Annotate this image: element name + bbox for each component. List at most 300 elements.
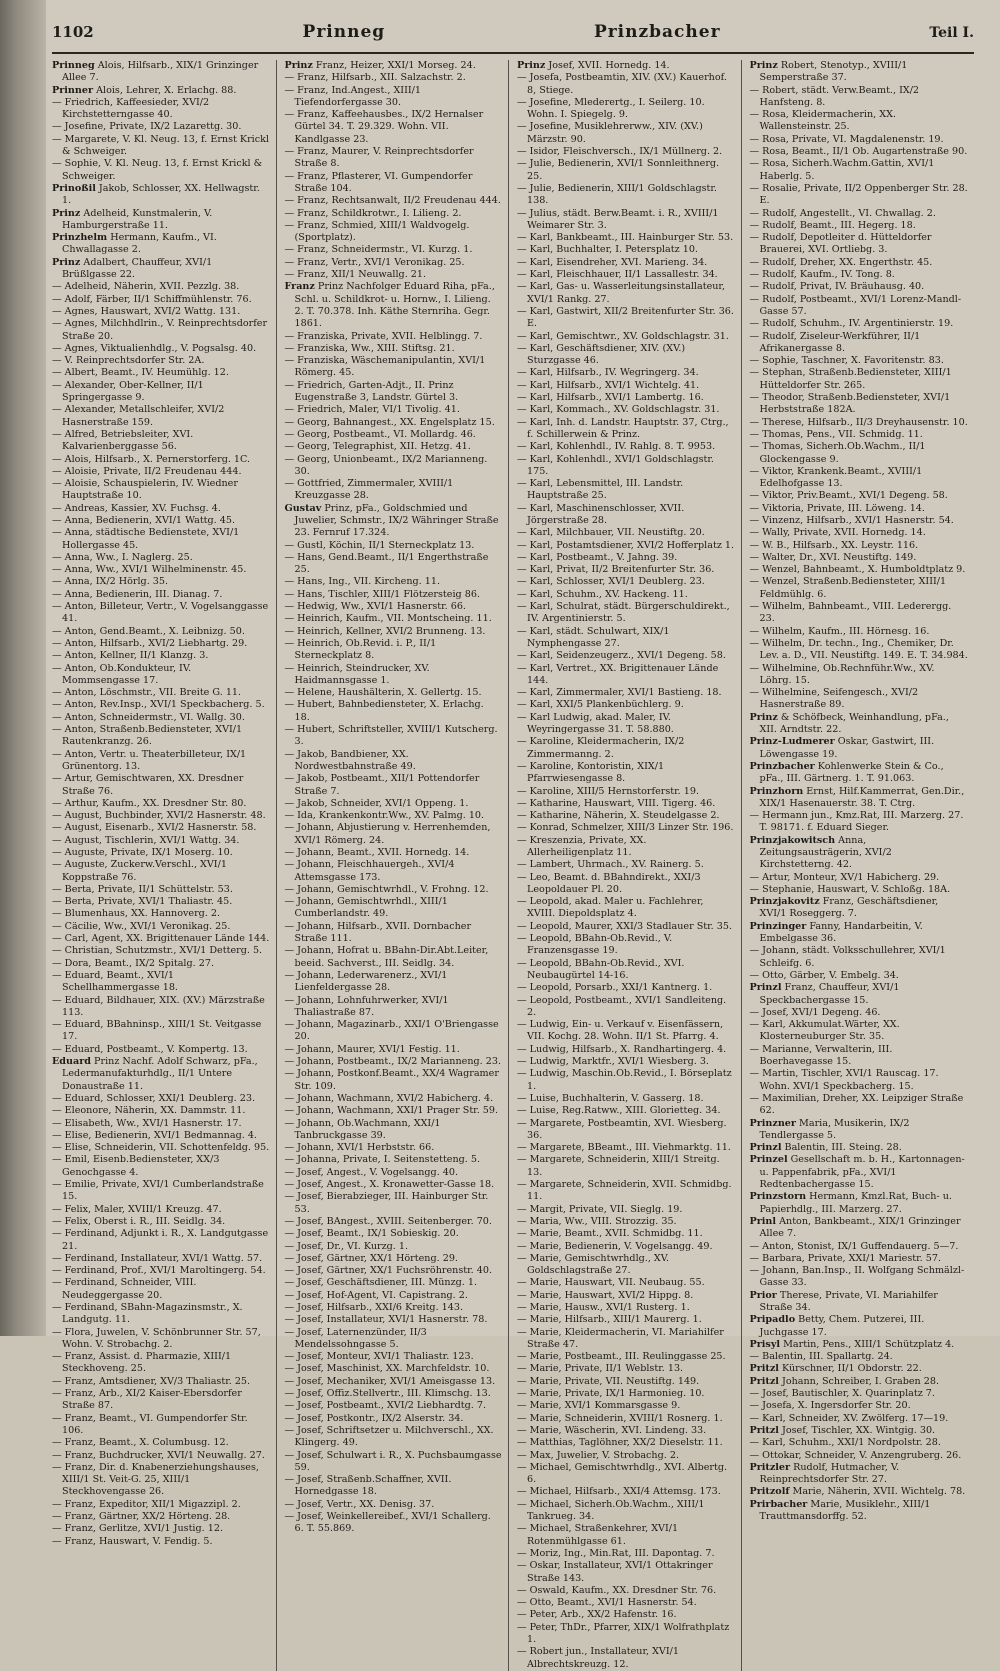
directory-entry: — Sophie, V. Kl. Neug. 13, f. Ernst Krickl & Schweiger. [52, 158, 263, 182]
directory-entry: Prinzhorn Ernst, Hilf.Kammerrat, Gen.Dir., XIX/1 Hasenauerstr. 38. T. Ctrg. [749, 785, 965, 809]
directory-entry: — Ferdinand, Schneider, VIII. Neudeggergasse 20. [52, 1277, 197, 1301]
directory-entry: — Cäcilie, Ww., XVI/1 Veronikag. 25. [52, 920, 231, 932]
directory-entry: — Josef, Mechaniker, XVI/1 Ameisgasse 13. [284, 1375, 496, 1387]
directory-entry: — Adelheid, Näherin, XVII. Pezzlg. 38. [52, 281, 240, 293]
directory-entry: — Marie, Hausw., XVI/1 Rusterg. 1. [517, 1301, 690, 1313]
directory-entry: Pritzl Kürschner, II/1 Obdorstr. 22. [749, 1363, 922, 1375]
directory-entry: — Karoline, Kleidermacherin, IX/2 Zimmermanng. 2. [517, 736, 685, 760]
directory-entry: — Karl, Milchbauer, VII. Neustiftg. 20. [517, 527, 705, 539]
directory-entry: — Karl, Hilfsarb., XVI/1 Lambertg. 16. [517, 392, 704, 404]
directory-entry: — Marie, Private, II/1 Weblstr. 13. [517, 1363, 684, 1375]
directory-entry: — Karl, Schuhm., XV. Hackeng. 11. [517, 588, 688, 600]
directory-entry: — Hubert, Bahnbediensteter, X. Erlachg. 18. [284, 699, 484, 723]
directory-entry: Prinzstorn Hermann, Kmzl.Rat, Buch- u. Papierhdlg., III. Marzerg. 27. [749, 1191, 952, 1215]
directory-entry: — Josef, Weinkellereibef., XVI/1 Schallerg. 6. T. 55.869. [284, 1511, 491, 1535]
directory-entry: Prinzel Gesellschaft m. b. H., Kartonnagen- u. Pappenfabrik, pFa., XVI/1 Redtenbachergasse 15. [749, 1154, 965, 1191]
directory-entry: — Ludwig, Ein- u. Verkauf v. Eisenfässern, VII. Kochg. 28. Wohn. II/1 St. Pfarrg. 4. [517, 1019, 724, 1043]
directory-entry: — Katharine, Hauswart, VIII. Tigerg. 46. [517, 797, 716, 809]
directory-entry: — Georg, Unionbeamt., IX/2 Marianneng. 30. [284, 453, 488, 477]
directory-entry: — Heinrich, Kellner, XVI/2 Brunneng. 13. [284, 625, 486, 637]
directory-entry: Prinzjakowitsch Anna, Zeitungsausträgerin, XVI/2 Kirchstetterng. 42. [749, 834, 892, 871]
directory-entry: — Rudolf, Kaufm., IV. Tong. 8. [749, 269, 895, 281]
page-header [52, 22, 974, 54]
directory-entry: — Marie, Postbeamt., III. Reulinggasse 25. [517, 1351, 726, 1363]
directory-entry: — Margarete, Schneiderin, XVII. Schmidbg. 11. [517, 1179, 732, 1203]
directory-entry: — Ida, Krankenkontr.Ww., XV. Palmg. 10. [284, 810, 485, 822]
directory-entry: — Anna, Ww., I. Naglerg. 25. [52, 551, 193, 563]
directory-entry: — Josef, BAngest., XVIII. Seitenberger. 70. [284, 1215, 492, 1227]
directory-entry: — Albert, Beamt., IV. Heumühlg. 12. [52, 367, 229, 379]
directory-entry: — Franziska, Private, XVII. Helblingg. 7. [284, 330, 483, 342]
directory-entry: Eduard Prinz Nachf. Adolf Schwarz, pFa., Ledermanufakturhdlg., II/1 Untere Donaustraße 11. [52, 1056, 258, 1092]
directory-entry: — Marie, Hilfsarb., XIII/1 Maurerg. 1. [517, 1314, 702, 1326]
directory-entry: — Johann, Beamt., XVII. Hornedg. 14. [284, 847, 470, 858]
directory-entry: — Berta, Private, II/1 Schüttelstr. 53. [52, 883, 233, 895]
directory-entry: — Franz, Arb., XI/2 Kaiser-Ebersdorfer Straße 87. [52, 1388, 242, 1412]
directory-entry: — Marianne, Verwalterin, III. Boerhavegasse 15. [749, 1043, 893, 1068]
directory-entry: — Josef, Installateur, XVI/1 Hasnerstr. 78. [284, 1314, 488, 1326]
directory-entry: — Johann, städt. Volksschullehrer, XVI/1 Schleifg. 6. [749, 945, 946, 969]
directory-entry: — Anton, Rev.Insp., XVI/1 Speckbacherg. 5. [52, 699, 265, 711]
directory-entry: — Eleonore, Näherin, XX. Dammstr. 11. [52, 1105, 246, 1117]
directory-entry: — Lambert, Uhrmach., XV. Rainerg. 5. [517, 859, 704, 871]
directory-entry: — Franz, Buchdrucker, XVI/1 Neuwallg. 27. [52, 1449, 265, 1461]
directory-entry: — August, Eisenarb., XVI/2 Hasnerstr. 58. [52, 822, 257, 834]
directory-entry: — Franz, Dir. d. Knabenerziehungshauses, XIII/1 St. Veit-G. 25, XIII/1 Steckhovengasse 26. [52, 1461, 259, 1498]
directory-entry: — Elisabeth, Ww., XVI/1 Hasnerstr. 17. [52, 1117, 242, 1129]
directory-entry: — Anton, Kellner, II/1 Klanzg. 3. [52, 650, 209, 662]
page-number: 1102 [52, 23, 94, 41]
directory-entry: — Margit, Private, VII. Sieglg. 19. [517, 1203, 683, 1215]
directory-entry: — Leopold, BBahn-Ob.Revid., V. Franzensgasse 19. [517, 933, 673, 957]
directory-entry: — Franz, Hauswart, V. Fendig. 5. [52, 1535, 213, 1547]
directory-entry: — Karl Ludwig, akad. Maler, IV. Weyringergasse 31. T. 58.880. [517, 711, 674, 736]
directory-entry: Gustav Prinz, pFa., Goldschmied und Juwelier, Schmstr., IX/2 Währinger Straße 23. Fernruf 17.324. [284, 502, 499, 539]
directory-entry: — Blumenhaus, XX. Hannoverg. 2. [52, 908, 221, 920]
directory-entry: Pritzler Rudolf, Hutmacher, V. Reinprechtsdorfer Str. 27. [749, 1461, 900, 1486]
directory-entry: — Dora, Beamt., IX/2 Spitalg. 27. [52, 957, 214, 969]
directory-entry: Prior Therese, Private, VI. Mariahilfer Straße 34. [749, 1289, 938, 1313]
directory-entry: — Barbara, Private, XXI/1 Mariestr. 57. [749, 1252, 942, 1264]
directory-entry: — Ferdinand, Prof., XVI/1 Maroltingerg. 54. [52, 1265, 266, 1277]
directory-entry: — Vinzenz, Hilfsarb., XVI/1 Hasnerstr. 54. [749, 514, 954, 526]
directory-entry: — Josefine, Musiklehrerww., XIV. (XV.) Märzstr. 90. [517, 121, 703, 145]
directory-entry: — Anton, Ob.Kondukteur, IV. Mommsengasse 17. [52, 662, 192, 686]
directory-entry: — Eduard, Beamt., XVI/1 Schellhammergasse 18. [52, 969, 178, 994]
directory-entry: Pritzolf Marie, Näherin, XVII. Wichtelg. 78. [749, 1486, 966, 1498]
directory-entry: — Rosa, Private, VI. Magdalenenstr. 19. [749, 133, 944, 145]
directory-entry: — Elise, Schneiderin, VII. Schottenfeldg. 95. [52, 1142, 270, 1154]
directory-entry: Prinzl Balentin, III. Steing. 28. [749, 1142, 902, 1154]
directory-entry: — Marie, Kleidermacherin, VI. Mariahilfer Straße 47. [517, 1326, 724, 1350]
directory-entry: — Artur, Monteur, XV/1 Habicherg. 29. [749, 871, 940, 883]
directory-entry: — Wilhelmine, Seifengesch., XVI/2 Hasnerstraße 89. [749, 687, 919, 711]
directory-entry: Prinzinger Fanny, Handarbeitin, V. Embelgasse 36. [749, 920, 923, 945]
directory-entry: — Andreas, Kassier, XV. Fuchsg. 4. [52, 502, 221, 514]
directory-entry: — Franz, Schneidermstr., VI. Kurzg. 1. [284, 244, 473, 256]
directory-entry: — Wally, Private, XVII. Hornedg. 14. [749, 527, 926, 539]
directory-entry: — Johann, Abjustierung v. Herrenhemden, XVI/1 Römerg. 24. [284, 822, 491, 846]
directory-entry: — Heinrich, Kaufm., VII. Montscheing. 11. [284, 613, 492, 625]
directory-entry: — Georg, Bahnangest., XX. Engelsplatz 15. [284, 416, 495, 428]
directory-entry: — Johann, Postkonf.Beamt., XX/4 Wagramer Str. 109. [284, 1068, 499, 1092]
directory-entry: — Marie, Beamt., XVII. Schmidbg. 11. [517, 1228, 703, 1240]
directory-entry: — Michael, Straßenkehrer, XVI/1 Rotenmühlgasse 61. [517, 1523, 679, 1547]
directory-entry: — Franz, Pflasterer, VI. Gumpendorfer Straße 104. [284, 170, 473, 194]
directory-entry: — Karl, Maschinenschlosser, XVII. Jörgerstraße 28. [517, 502, 685, 526]
directory-entry: — Johann, Fleischhauergeh., XVI/4 Attemsgasse 173. [284, 859, 455, 883]
directory-entry: — Franz, Gerlitze, XVI/1 Justig. 12. [52, 1523, 223, 1535]
directory-entry: — Josef, Bierabzieger, III. Hainburger Str. 53. [284, 1191, 489, 1215]
directory-entry: — Karl, Lebensmittel, III. Landstr. Hauptstraße 25. [517, 478, 684, 502]
directory-entry: — Michael, Sicherh.Ob.Wachm., XIII/1 Tankrueg. 34. [517, 1498, 705, 1523]
directory-entry: — Johann, Wachmann, XVI/2 Habicherg. 4. [284, 1092, 494, 1104]
directory-entry: — Christian, Schutzmstr., XVI/1 Detterg. 5. [52, 945, 263, 957]
directory-entry: — Anton, Stonist, IX/1 Guffendauerg. 5—7. [749, 1240, 959, 1252]
directory-entry: — Josef, Schulwart i. R., X. Puchsbaumgasse 59. [284, 1449, 502, 1473]
directory-entry: — Karl, Hilfsarb., IV. Wegringerg. 34. [517, 367, 699, 379]
directory-entry: — Karl, Gas- u. Wasserleitungsinstallateur, XVI/1 Rankg. 27. [517, 281, 726, 305]
directory-entry: — Leopold, Porsarb., XXI/1 Kantnerg. 1. [517, 982, 713, 994]
directory-entry: — Leopold, BBahn-Ob.Revid., XVI. Neubaugürtel 14-16. [517, 957, 685, 981]
directory-entry: — Josef, Straßenb.Schaffner, XVII. Hornedgasse 18. [284, 1474, 452, 1498]
directory-entry: — Moriz, Ing., Min.Rat, III. Dapontag. 7. [517, 1547, 715, 1559]
directory-entry: — Karl, Fleischhauer, II/1 Lassallestr. 34. [517, 269, 718, 281]
directory-entry: — Matthias, Taglöhner, XX/2 Dieselstr. 11. [517, 1437, 723, 1449]
directory-entry: — Gustl, Köchin, II/1 Sterneckplatz 13. [284, 539, 475, 551]
right-keyword: Prinzbacher [593, 22, 721, 42]
directory-entry: — Marie, Schneiderin, XVIII/1 Rosnerg. 1. [517, 1412, 723, 1424]
directory-entry: — Josef, Laternenzünder, II/3 Mendelssohngasse 5. [284, 1326, 427, 1350]
directory-entry: — Elise, Bedienerin, XVI/1 Bedmannag. 4. [52, 1129, 257, 1141]
directory-entry: — Karl, Schlosser, XVI/1 Deublerg. 23. [517, 576, 705, 588]
directory-entry: — Franz, Maurer, V. Reinprechtsdorfer Straße 8. [284, 146, 474, 170]
directory-entry: Prinl Anton, Bankbeamt., XIX/1 Grinzinger Allee 7. [749, 1215, 961, 1240]
directory-entry: — Josef, Gärtner, XX/1 Fuchsröhrenstr. 40. [284, 1265, 492, 1277]
directory-entry: — Anna, Bedienerin, XVI/1 Wattg. 45. [52, 514, 236, 526]
directory-entry: — Franz, Vertr., XVI/1 Veronikag. 25. [284, 256, 465, 268]
directory-entry: — Marie, Private, IX/1 Harmonieg. 10. [517, 1388, 705, 1400]
directory-entry: — Karl, Buchhalter, I. Petersplatz 10. [517, 244, 698, 256]
directory-entry: — Josef, Vertr., XX. Denisg. 37. [284, 1498, 435, 1510]
directory-entry: — Franz, XII/1 Neuwallg. 21. [284, 269, 427, 281]
directory-entry: — Karl, Gastwirt, XII/2 Breitenfurter Str. 36. E. [517, 305, 734, 330]
directory-entry: — Eduard, BBahninsp., XIII/1 St. Veitgasse 17. [52, 1019, 262, 1043]
directory-entry: — Eduard, Postbeamt., V. Kompertg. 13. [52, 1043, 248, 1055]
directory-entry: — Johann, Maurer, XVI/1 Festig. 11. [284, 1043, 460, 1055]
directory-entry: — Rudolf, Ziseleur-Werkführer, II/1 Afrikanergasse 8. [749, 330, 921, 354]
directory-entry: — Ferdinand, Installateur, XVI/1 Wattg. 57. [52, 1252, 263, 1264]
directory-entry: — Aloisie, Private, II/2 Freudenau 444. [52, 465, 242, 477]
directory-entry: — Karl, Bankbeamt., III. Hainburger Str. 53. [517, 232, 734, 244]
directory-entry: — Josef, Angest., V. Vogelsangg. 40. [284, 1166, 459, 1178]
directory-entry: — Otto, Gärber, V. Embelg. 34. [749, 969, 899, 981]
directory-entry: — Johann, Gemischtwrhdl., V. Frohng. 12. [284, 883, 489, 895]
directory-entry: — Heinrich, Steindrucker, XV. Haidmannsgasse 1. [284, 662, 430, 686]
directory-entry: — Johann, XVI/1 Herbststr. 66. [284, 1142, 435, 1154]
directory-entry: — Franz, Rechtsanwalt, II/2 Freudenau 444. [284, 195, 501, 207]
directory-entry: — Viktor, Priv.Beamt., XVI/1 Degeng. 58. [749, 490, 948, 502]
directory-entry: — Emil, Eisenb.Bediensteter, XX/3 Genochgasse 4. [52, 1154, 220, 1178]
directory-entry: — Marie, XVI/1 Kommarsgasse 9. [517, 1400, 681, 1412]
directory-entry: — Johann, Ob.Wachmann, XXI/1 Tanbruckgasse 39. [284, 1117, 441, 1141]
directory-entry: — Johann, Hofrat u. BBahn-Dir.Abt.Leiter, beeid. Sachverst., III. Seidlg. 34. [284, 945, 489, 969]
directory-entry: — Felix, Oberst i. R., III. Seidlg. 34. [52, 1215, 226, 1227]
directory-entry: Prinzl Franz, Chauffeur, XVI/1 Speckbachergasse 15. [749, 982, 900, 1006]
directory-entry: — Hedwig, Ww., XVI/1 Hasnerstr. 66. [284, 601, 466, 613]
directory-entry: — Karl, Inh. d. Landstr. Hauptstr. 37, Ctrg., f. Schillerwein & Prinz. [517, 416, 729, 440]
directory-entry: — Karl, Kommach., XV. Goldschlagstr. 31. [517, 404, 720, 416]
directory-entry: — Georg, Telegraphist, XII. Hetzg. 41. [284, 441, 471, 453]
directory-entry: — Anton, Gend.Beamt., X. Leibnizg. 50. [52, 625, 245, 637]
directory-entry: — Wilhelm, Kaufm., III. Hörnesg. 16. [749, 625, 930, 637]
column-2 [285, 60, 510, 1671]
directory-entry: — Karl, Vertret., XX. Brigittenauer Lände 144. [517, 662, 719, 686]
directory-entry: — Eduard, Bildhauer, XIX. (XV.) Märzstraße 113. [52, 994, 265, 1018]
directory-entry: — Stephanie, Hauswart, V. Schloßg. 18A. [749, 883, 951, 895]
directory-entry: — Franz, Ind.Angest., XIII/1 Tiefendorfergasse 30. [284, 84, 421, 108]
column-3 [517, 60, 742, 1671]
directory-entry: — Karl, Akkumulat.Wärter, XX. Klosterneuburger Str. 35. [749, 1019, 900, 1043]
directory-entry: — Alexander, Metallschleifer, XVI/2 Hasnerstraße 159. [52, 404, 225, 428]
directory-entry: — Franz, Hilfsarb., XII. Salzachstr. 2. [284, 72, 466, 84]
directory-entry: Pripadlo Betty, Chem. Putzerei, III. Juchgasse 17. [749, 1314, 925, 1338]
directory-entry: — Franz, Gärtner, XX/2 Hörteng. 28. [52, 1511, 231, 1523]
directory-entry: — Friedrich, Garten-Adjt., II. Prinz Eugenstraße 3, Landstr. Gürtel 3. [284, 379, 459, 404]
directory-entry: — Carl, Agent, XX. Brigittenauer Lände 144. [52, 933, 270, 945]
directory-entry: — Hans, Gend.Beamt., II/1 Engerthstraße 25. [284, 551, 489, 576]
directory-entry: — Rudolf, Beamt., III. Hegerg. 18. [749, 219, 916, 231]
directory-entry: — Agnes, Hauswart, XVI/2 Wattg. 131. [52, 305, 241, 317]
directory-entry: — Wilhelm, Dr. techn., Ing., Chemiker, Dr. Lev. a. D., VII. Neustiftg. 149. E. T. 34.984. [749, 637, 968, 662]
directory-entry: — Marie, Bedienerin, V. Vogelsangg. 49. [517, 1240, 713, 1252]
directory-entry: — Karoline, XIII/5 Hernstorferstr. 19. [517, 785, 699, 797]
directory-entry: — Michael, Hilfsarb., XXI/4 Attemsg. 173. [517, 1486, 721, 1498]
directory-entry: — Franz, Schildkrotwr., I. Lilieng. 2. [284, 207, 462, 219]
directory-entry: — Josef, Postbeamt., XVI/2 Liebhardtg. 7. [284, 1400, 487, 1412]
directory-entry: — Karl, Gemischtwr., XV. Goldschlagstr. 31. [517, 330, 729, 342]
directory-entry: — Rosa, Beamt., II/1 Ob. Augartenstraße 90. [749, 146, 968, 158]
directory-entry: — Oskar, Installateur, XVI/1 Ottakringer Straße 143. [517, 1560, 713, 1584]
directory-entry: Prinzbacher Kohlenwerke Stein & Co., pFa., III. Gärtnerg. 1. T. 91.063. [749, 760, 944, 785]
directory-entry: — Anna, Bedienerin, III. Dianag. 7. [52, 588, 223, 600]
directory-entry: — Georg, Postbeamt., VI. Mollardg. 46. [284, 428, 476, 440]
column-1 [52, 60, 277, 1671]
directory-entry: — Hans, Ing., VII. Kircheng. 11. [284, 576, 441, 588]
directory-entry: — Josef, XVI/1 Degeng. 46. [749, 1006, 881, 1018]
directory-entry: — Karl, Seidenzeugerz., XVI/1 Degeng. 58. [517, 650, 726, 662]
directory-entry: — Auguste, Zuckerw.Verschl., XVI/1 Koppstraße 76. [52, 859, 227, 883]
directory-entry: — Julie, Bedienerin, XVI/1 Sonnleithnerg. 25. [517, 158, 720, 182]
directory-entry: — Karl, Schuhm., XXI/1 Nordpolstr. 28. [749, 1437, 941, 1449]
directory-entry: — Heinrich, Ob.Revid. i. P., II/1 Sterneckplatz 8. [284, 637, 437, 662]
directory-entry: — Josef, Schriftsetzer u. Milchverschl., XX. Klingerg. 49. [284, 1424, 494, 1449]
directory-entry: — Karl, Postbeamt., V. Jahng. 39. [517, 551, 678, 563]
directory-entry: — Hans, Tischler, XIII/1 Flötzersteig 86. [284, 588, 480, 600]
directory-entry: — Karl, städt. Schulwart, XIX/1 Nymphengasse 27. [517, 625, 670, 649]
directory-entry: — Franz, Expeditor, XII/1 Migazzipl. 2. [52, 1498, 241, 1510]
directory-entry: — Josefa, Postbeamtin, XIV. (XV.) Kauerhof. 8, Stiege. [517, 72, 727, 96]
directory-entry: Prinzjakovitz Franz, Geschäftsdiener, XVI/1 Roseggerg. 7. [749, 896, 939, 920]
directory-entry: Prinz Josef, XVII. Hornedg. 14. [517, 60, 670, 71]
directory-entry: Prinz Franz, Heizer, XXI/1 Morseg. 24. [284, 60, 476, 71]
directory-entry: — Franziska, Ww., XIII. Stiftsg. 21. [284, 342, 455, 354]
part-label: Teil I. [929, 25, 974, 41]
directory-entry: — Ludwig, Hilfsarb., X. Randhartingerg. 4. [517, 1043, 727, 1055]
directory-entry: — Luise, Buchhalterin, V. Gasserg. 18. [517, 1092, 704, 1104]
directory-entry: — Rudolf, Depotleiter d. Hütteldorfer Brauerei, XVI. Ortliebg. 3. [749, 232, 932, 256]
directory-entry: — Margarete, BBeamt., III. Viehmarktg. 11. [517, 1142, 731, 1154]
directory-entry: — Maria, Ww., VIII. Strozzig. 35. [517, 1215, 677, 1227]
directory-entry: — Margarete, Postbeamtin, XVI. Wiesberg. 36. [517, 1117, 727, 1141]
directory-entry: — Katharine, Näherin, X. Steudelgasse 2. [517, 810, 720, 822]
directory-entry: — Julie, Bedienerin, XIII/1 Goldschlagstr. 138. [517, 182, 717, 207]
directory-entry: — Leopold, akad. Maler u. Fachlehrer, XVIII. Diepoldsplatz 4. [517, 896, 704, 920]
directory-entry: — Rosa, Kleidermacherin, XX. Wallensteinstr. 25. [749, 109, 896, 133]
directory-entry: — Franziska, Wäschemanipulantin, XVI/1 Römerg. 45. [284, 355, 486, 379]
column-4 [750, 60, 975, 1671]
directory-entry: — Johann, Gemischtwrhdl., XIII/1 Cumberlandstr. 49. [284, 896, 448, 920]
directory-entry: Franz Prinz Nachfolger Eduard Riha, pFa., Schl. u. Schildkrot- u. Hornw., I. Lilieng. 2. T. 70.378. Inh. Käthe Sternriha. Gegr. 1861. [284, 281, 495, 330]
directory-entry: Prinoßil Jakob, Schlosser, XX. Hellwagstr. 1. [52, 182, 260, 207]
directory-entry: — Robert, städt. Verw.Beamt., IX/2 Hanfsteng. 8. [749, 84, 920, 108]
directory-entry: — Alfred, Betriebsleiter, XVI. Kalvarienberggasse 56. [52, 428, 194, 453]
directory-entry: — Friedrich, Kaffeesieder, XVI/2 Kirchstetterngasse 40. [52, 96, 210, 121]
directory-entry: — V. Reinprechtsdorfer Str. 2A. [52, 355, 205, 367]
directory-entry: — Josef, Angest., X. Kronawetter-Gasse 18. [284, 1179, 495, 1191]
directory-entry: — Karl, Schulrat, städt. Bürgerschuldirekt., IV. Argentinierstr. 5. [517, 601, 730, 625]
directory-entry: — Anton, Billeteur, Vertr., V. Vogelsanggasse 41. [52, 601, 269, 625]
directory-entry: — Peter, Arb., XX/2 Hafenstr. 16. [517, 1609, 677, 1621]
directory-entry: — Josefine, Mlederertg., I. Seilerg. 10. Wohn. I. Spiegelg. 9. [517, 96, 705, 121]
directory-entry: — Thomas, Sicherh.Ob.Wachm., II/1 Glockengasse 9. [749, 441, 926, 465]
directory-entry: — Josef, Gärtner, XX/1 Hörteng. 29. [284, 1252, 458, 1264]
directory-entry: — August, Tischlerin, XVI/1 Wattg. 34. [52, 834, 240, 846]
directory-entry: — Jakob, Postbeamt., XII/1 Pottendorfer Straße 7. [284, 773, 480, 797]
directory-entry: — Flora, Juwelen, V. Schönbrunner Str. 57, Wohn. V. Strobachg. 2. [52, 1326, 261, 1350]
directory-entry: — Karl, Eisendreher, XVI. Marieng. 34. [517, 256, 708, 268]
directory-entry: — Karl, Hilfsarb., XVI/1 Wichtelg. 41. [517, 379, 700, 391]
directory-entry: — Karoline, Kontoristin, XIX/1 Pfarrwiesengasse 8. [517, 760, 665, 785]
directory-entry: — Max, Juwelier, V. Strobachg. 2. [517, 1449, 680, 1461]
directory-entry: Prinz-Ludmerer Oskar, Gastwirt, III. Löwengasse 19. [749, 736, 935, 760]
directory-entry: — Rosa, Sicherh.Wachm.Gattin, XVI/1 Haberlg. 5. [749, 158, 935, 182]
directory-entry: — Franz, Amtsdiener, XV/3 Thaliastr. 25. [52, 1375, 251, 1387]
directory-entry: — Margarete, V. Kl. Neug. 13, f. Ernst Krickl & Schweiger. [52, 133, 269, 158]
directory-entry: — Josef, Maschinist, XX. Marchfeldstr. 10. [284, 1363, 490, 1375]
directory-entry: — Alois, Hilfsarb., X. Pernerstorferg. 1C. [52, 453, 251, 465]
directory-entry: — Josef, Bautischler, X. Quarinplatz 7. [749, 1388, 935, 1400]
directory-entry: — Rosalie, Private, II/2 Oppenberger Str. 28. E. [749, 182, 968, 207]
directory-entry: — Hermann jun., Kmz.Rat, III. Marzerg. 27. T. 98171. f. Eduard Sieger. [749, 810, 964, 834]
directory-entry: — Jakob, Schneider, XVI/1 Oppeng. 1. [284, 797, 469, 809]
directory-entry: — Helene, Haushälterin, X. Gellertg. 15. [284, 687, 482, 699]
directory-entry: — Karl, Kohlenhdl., XVI/1 Goldschlagstr. 175. [517, 453, 714, 477]
directory-entry: — Marie, Hauswart, VII. Neubaug. 55. [517, 1277, 705, 1289]
directory-entry: — Felix, Maler, XVIII/1 Kreuzg. 47. [52, 1203, 222, 1215]
directory-entry: — Rudolf, Postbeamt., XVI/1 Lorenz-Mandl-Gasse 57. [749, 293, 962, 317]
directory-entry: — Franz, Assist. d. Pharmazie, XIII/1 Steckhoveng. 25. [52, 1351, 232, 1375]
directory-entry: — Auguste, Private, IX/1 Moserg. 10. [52, 847, 233, 858]
directory-entry: — Franz, Schmied, XIII/1 Waldvogelg. (Sportplatz). [284, 219, 470, 244]
directory-entry: — Karl, Kohlenhdl., IV. Rahlg. 8. T. 9953. [517, 441, 716, 453]
directory-entry: — Aloisie, Schauspielerin, IV. Wiedner Hauptstraße 10. [52, 478, 238, 502]
directory-entry: Prinz & Schöfbeck, Weinhandlung, pFa., XII. Arndtstr. 22. [749, 711, 949, 736]
directory-entry: — Josef, Monteur, XVI/1 Thaliastr. 123. [284, 1351, 474, 1363]
directory-entry: — Karl, Schneider, XV. Zwölferg. 17—19. [749, 1412, 949, 1424]
directory-entry: — Agnes, Viktualienhdlg., V. Pogsalsg. 40. [52, 342, 257, 354]
directory-entry: — Julius, städt. Berw.Beamt. i. R., XVIII/1 Weimarer Str. 3. [517, 207, 719, 231]
directory-entry: — Anna, Ww., XVI/1 Wilhelminenstr. 45. [52, 564, 247, 576]
directory-entry: — Josef, Beamt., IX/1 Sobieskig. 20. [284, 1228, 459, 1240]
directory-entry: — Ferdinand, Adjunkt i. R., X. Landgutgasse 21. [52, 1228, 269, 1252]
directory-entry: — Marie, Gemischtwrhdlg., XV. Goldschlagstraße 27. [517, 1252, 670, 1277]
directory-entry: — Karl, XXI/5 Plankenbüchlerg. 9. [517, 699, 684, 711]
directory-entry: — Artur, Gemischtwaren, XX. Dresdner Straße 76. [52, 773, 244, 797]
directory-entry: — Viktoria, Private, III. Löweng. 14. [749, 502, 925, 514]
directory-entry: — Hubert, Schriftsteller, XVIII/1 Kutscherg. 3. [284, 724, 498, 748]
directory-entry: — Franz, Beamt., VI. Gumpendorfer Str. 106. [52, 1412, 248, 1436]
directory-entry: — Anton, Vertr. u. Theaterbilleteur, IX/1 Grünentorg. 13. [52, 748, 247, 772]
directory-entry: — Luise, Reg.Ratww., XIII. Glorietteg. 34. [517, 1105, 721, 1117]
directory-entry: — Josef, Geschäftsdiener, III. Münzg. 1. [284, 1277, 478, 1289]
directory-entry: Prinzhelm Hermann, Kaufm., VI. Chwallagasse 2. [52, 232, 217, 256]
directory-entry: — Ferdinand, SBahn-Magazinsmstr., X. Landgutg. 11. [52, 1301, 243, 1326]
directory-entry: — Otto, Beamt., XVI/1 Hasnerstr. 54. [517, 1597, 697, 1609]
directory-entry: — Johann, Magazinarb., XXI/1 O'Briengasse 20. [284, 1019, 499, 1043]
directory-entry: Prirbacher Marie, Musiklehr., XIII/1 Trauttmansdorffg. 52. [749, 1498, 931, 1523]
directory-entry: — Martin, Tischler, XVI/1 Rauscag. 17. Wohn. XVI/1 Speckbacherg. 15. [749, 1068, 939, 1092]
directory-entry: — Leopold, Postbeamt., XVI/1 Sandleiteng. 2. [517, 994, 727, 1018]
directory-entry: — Rudolf, Angestellt., VI. Chwallag. 2. [749, 207, 936, 219]
directory-entry: — Anna, städtische Bedienstete, XVI/1 Hollergasse 45. [52, 527, 240, 551]
directory-entry: — Eduard, Schlosser, XXI/1 Deublerg. 23. [52, 1092, 255, 1104]
directory-entry: — Josef, Hof-Agent, VI. Capistrang. 2. [284, 1289, 468, 1301]
directory-entry: — Rudolf, Schuhm., IV. Argentinierstr. 19. [749, 318, 954, 330]
directory-entry: — Anton, Hilfsarb., XVI/2 Liebhartg. 29. [52, 637, 248, 649]
directory-entry: — Anton, Straßenb.Bediensteter, XVI/1 Rautenkranzg. 26. [52, 724, 243, 748]
directory-entry: — Emilie, Private, XVI/1 Cumberlandstraße 15. [52, 1179, 264, 1203]
directory-entry: Pritzl Josef, Tischler, XX. Wintgig. 30. [749, 1424, 936, 1436]
directory-entry: — Josef, Dr., VI. Kurzg. 1. [284, 1240, 409, 1252]
directory-entry: — Michael, Gemischtwrhdlg., XVI. Albertg. 6. [517, 1461, 728, 1486]
directory-entry: — Leo, Beamt. d. BBahndirekt., XXI/3 Leopoldauer Pl. 20. [517, 871, 701, 895]
directory-entry: — Isidor, Fleischversch., IX/1 Müllnerg. 2. [517, 146, 723, 158]
directory-entry: — Josef, Hilfsarb., XXI/6 Kreitg. 143. [284, 1301, 464, 1313]
directory-entry: — Marie, Hauswart, XVI/2 Hippg. 8. [517, 1289, 694, 1301]
directory-entry: — Marie, Private, VII. Neustiftg. 149. [517, 1375, 700, 1387]
directory-entry: — Karl, Geschäftsdiener, XIV. (XV.) Sturzgasse 46. [517, 342, 686, 367]
directory-entry: — Wilhelmine, Ob.Rechnführ.Ww., XV. Löhrg. 15. [749, 662, 935, 686]
directory-columns [52, 60, 974, 1670]
directory-entry: — Friedrich, Maler, VI/1 Tivolig. 41. [284, 404, 460, 416]
directory-entry: — Marie, Wäscherin, XVI. Lindeng. 33. [517, 1424, 707, 1436]
directory-entry: — Kreszenzia, Private, XX. Allerheiligenplatz 11. [517, 834, 647, 858]
directory-entry: — Maximilian, Dreher, XX. Leipziger Straße 62. [749, 1092, 964, 1117]
directory-entry: — Ottokar, Schneider, V. Anzengruberg. 26. [749, 1449, 962, 1461]
directory-entry: — Stephan, Straßenb.Bediensteter, XIII/1 Hütteldorfer Str. 265. [749, 367, 952, 391]
directory-entry: — Karl, Zimmermaler, XVI/1 Bastieng. 18. [517, 687, 722, 699]
directory-entry: — Wenzel, Straßenb.Bediensteter, XIII/1 Feldmühlg. 6. [749, 576, 947, 600]
directory-entry: Prinz Robert, Stenotyp., XVIII/1 Semperstraße 37. [749, 60, 908, 84]
directory-entry: — Josef, Postkontr., IX/2 Alserstr. 34. [284, 1412, 464, 1424]
directory-entry: — Oswald, Kaufm., XX. Dresdner Str. 76. [517, 1584, 717, 1596]
directory-entry: — Anna, IX/2 Hörlg. 35. [52, 576, 169, 588]
directory-entry: — Johanna, Private, I. Seitenstetteng. 5. [284, 1154, 481, 1166]
directory-entry: — Johann, Ban.Insp., II. Wolfgang Schmälzl-Gasse 33. [749, 1265, 965, 1289]
directory-entry: — Therese, Hilfsarb., II/3 Dreyhausenstr. 10. [749, 416, 968, 428]
directory-entry: — Agnes, Milchhdlrin., V. Reinprechtsdorfer Straße 20. [52, 318, 268, 342]
